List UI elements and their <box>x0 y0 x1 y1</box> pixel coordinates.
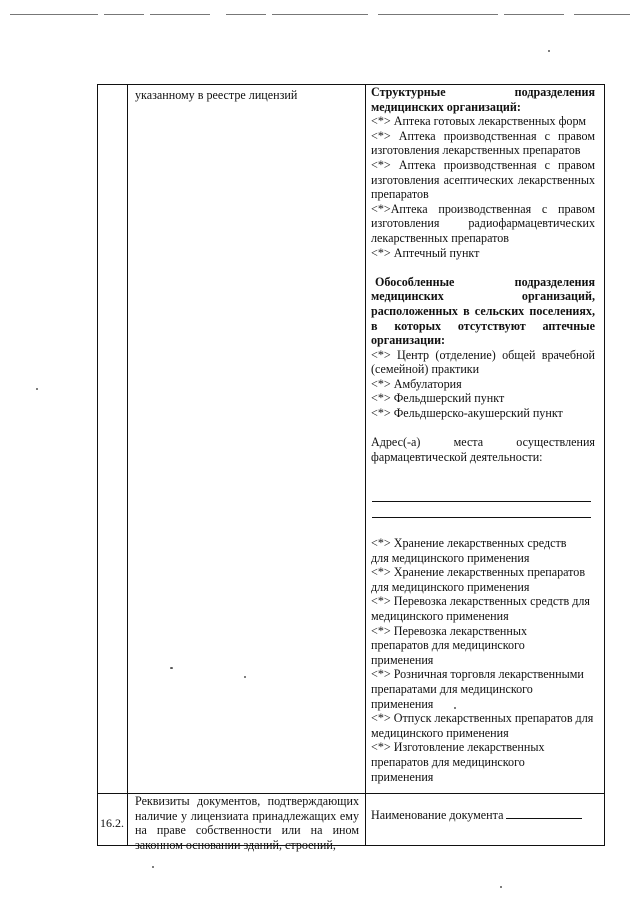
address-input-line[interactable] <box>372 501 591 502</box>
table-border-left <box>97 84 98 846</box>
scan-artifact-line <box>272 14 368 15</box>
checkbox-option[interactable]: <*> Аптека производственная с правом изготовления лекарственных препаратов <box>371 128 595 158</box>
checkbox-option[interactable]: <*> Аптека производственная с правом изготовления асептических лекарственных препаратов <box>371 157 595 202</box>
address-label: Адрес(-а) места осуществления фармацевтической деятельности: <box>371 435 595 464</box>
checkbox-option[interactable]: <*> Изготовление лекарственных препаратов для медицинского применения <box>371 740 545 784</box>
checkbox-option[interactable]: <*> Перевозка лекарственных средств для медицинского применения <box>371 594 590 623</box>
scan-artifact-line <box>504 14 564 15</box>
separate-units-heading: Обособленные подразделения медицинских организаций, расположенных в сельских поселениях, в которых отсутствуют аптечные организации: <box>371 274 595 348</box>
activity-options <box>371 536 595 784</box>
scan-speck <box>152 866 154 868</box>
checkbox-option[interactable]: <*> Аптечный пункт <box>371 245 480 260</box>
checkbox-option[interactable]: <*> Отпуск лекарственных препаратов для медицинского применения <box>371 711 594 740</box>
table-column-divider <box>127 84 128 846</box>
structural-units-heading: Структурные подразделения медицинских организаций: <box>371 85 595 114</box>
document-name-field <box>371 808 595 823</box>
document-name-input-line[interactable] <box>506 808 582 819</box>
checkbox-option[interactable]: <*> Розничная торговля лекарственными препаратами для медицинского применения <box>371 667 584 711</box>
row-16-2-left-text: Реквизиты документов, подтверждающих наличие у лицензиата принадлежащих ему на праве собственности или на ином законном основании зданий, строений, <box>135 794 359 852</box>
document-name-label: Наименование документа <box>371 808 504 822</box>
form-table <box>97 84 605 852</box>
scan-speck <box>36 388 38 390</box>
table-border-right <box>604 84 605 846</box>
checkbox-option[interactable]: <*> Хранение лекарственных средств для медицинского применения <box>371 536 567 565</box>
checkbox-option[interactable]: <*> Аптека готовых лекарственных форм <box>371 114 586 129</box>
checkbox-option[interactable]: <*> Центр (отделение) общей врачебной (семейной) практики <box>371 347 595 377</box>
scan-artifact-line <box>150 14 210 15</box>
row-prev-right-cell <box>371 85 595 464</box>
scan-artifact-line <box>10 14 98 15</box>
address-input-line[interactable] <box>372 517 591 518</box>
checkbox-option[interactable]: <*> Фельдшерско-акушерский пункт <box>371 406 563 421</box>
row-number: 16.2. <box>100 816 124 830</box>
checkbox-option[interactable]: <*> Хранение лекарственных препаратов для медицинского применения <box>371 565 586 594</box>
checkbox-option[interactable]: <*> Фельдшерский пункт <box>371 391 505 406</box>
checkbox-option[interactable]: <*> Амбулатория <box>371 376 462 391</box>
scan-artifact-line <box>104 14 144 15</box>
scan-artifact-line <box>226 14 266 15</box>
checkbox-option[interactable]: <*>Аптека производственная с правом изготовления радиофармацевтических лекарственных препаратов <box>371 201 595 245</box>
checkbox-option[interactable]: <*> Перевозка лекарственных препаратов для медицинского применения <box>371 623 528 667</box>
scan-speck <box>500 886 502 888</box>
scan-speck <box>548 50 550 52</box>
row-prev-left-text: указанному в реестре лицензий <box>135 88 298 102</box>
scan-artifact-line <box>378 14 498 15</box>
scan-artifact-line <box>574 14 630 15</box>
table-column-divider <box>365 84 366 846</box>
